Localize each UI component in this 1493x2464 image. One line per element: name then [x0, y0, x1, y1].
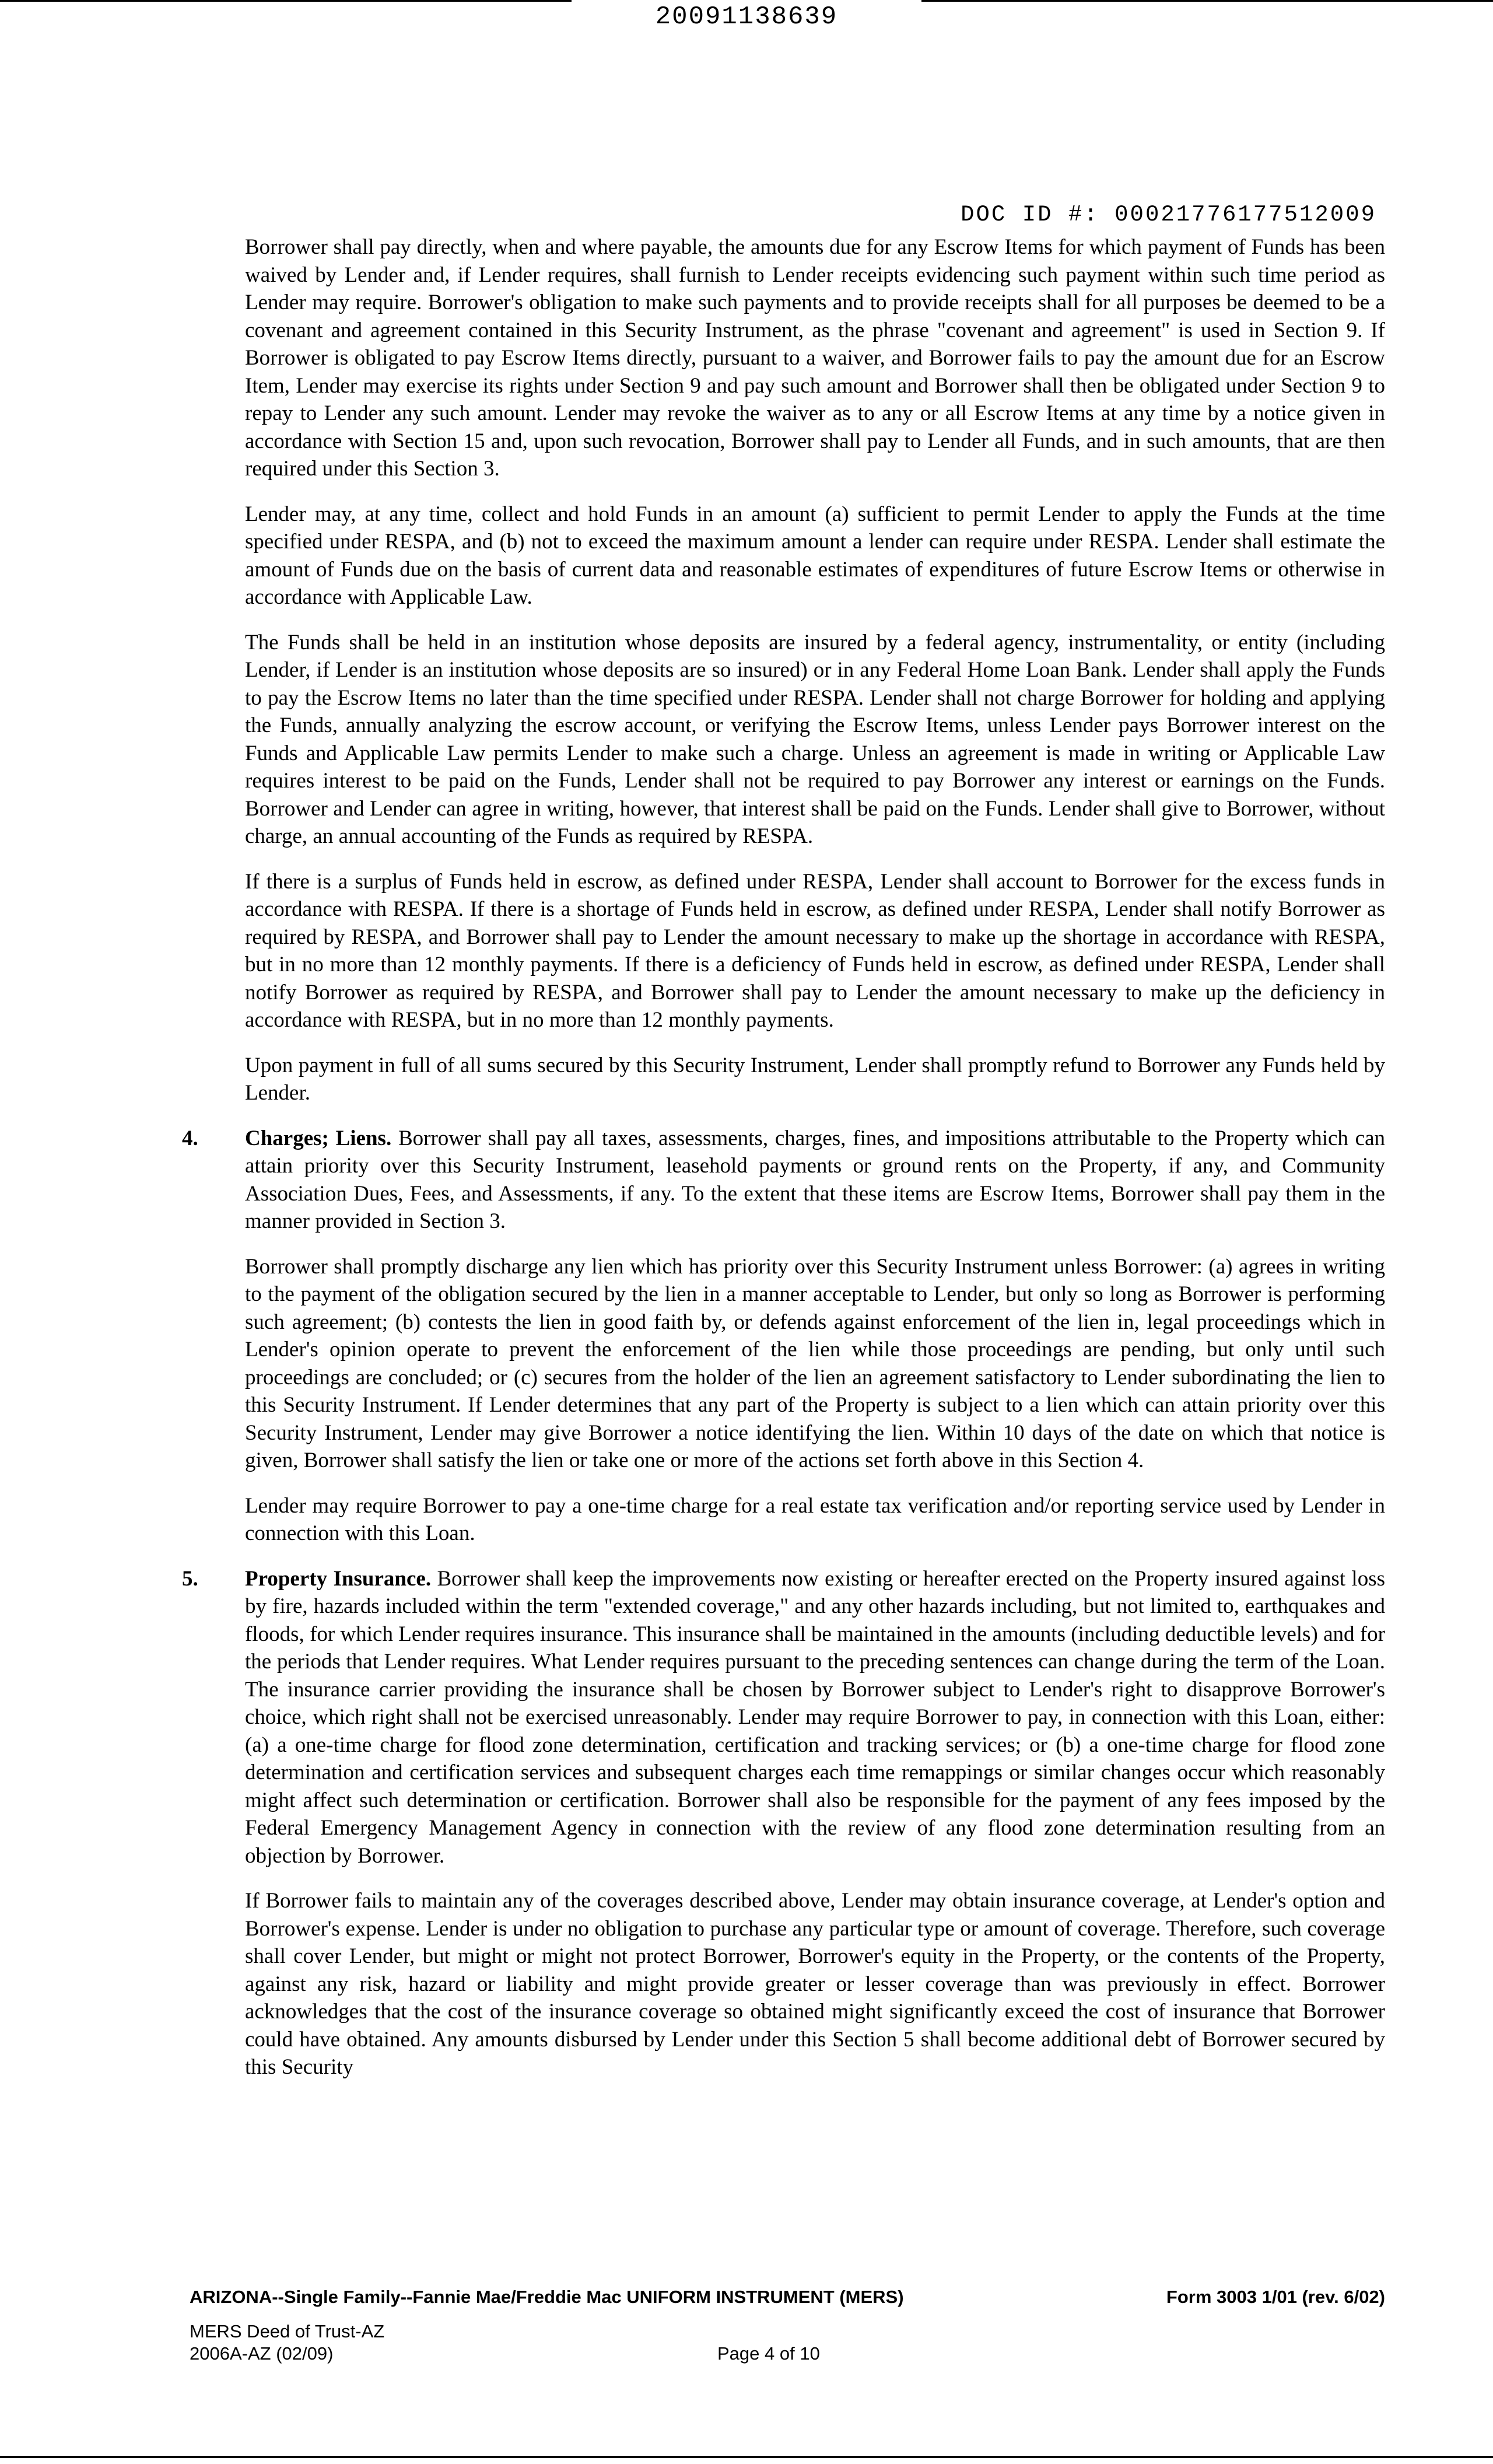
section-4: [182, 1125, 1386, 1236]
page-footer: [190, 2287, 1385, 2365]
document-body: [182, 233, 1386, 2099]
top-border-left: [0, 0, 572, 2]
paragraph: Upon payment in full of all sums secured by this Security Instrument, Lender shall promptly refund to Borrower any Funds held by Lender.: [245, 1053, 1385, 1105]
page-number: Page 4 of 10: [717, 2343, 820, 2364]
section-5: [182, 1565, 1385, 1870]
section-heading: Charges; Liens.: [245, 1126, 392, 1150]
section-text: Borrower shall keep the improvements now existing or hereafter erected on the Property insured against loss by fire, hazards included within the term "extended coverage," and any other hazards including, but not limited to, earthquakes and floods, for which Lender requires insurance. This insurance shall be maintained in the amounts (including deductible levels) and for the periods that Lender requires. What Lender requires pursuant to the preceding sentences can change during the term of the Loan. The insurance carrier providing the insurance shall be chosen by Borrower subject to Lender's right to disapprove Borrower's choice, which right shall not be exercised unreasonably. Lender may require Borrower to pay, in connection with this Loan, either: (a) a one-time charge for flood zone determination, certification and tracking services; or (b) a one-time charge for flood zone determination and certification services and subsequent charges each time remappings or similar changes occur which reasonably might affect such determination or certification. Borrower shall also be responsible for the payment of any fees imposed by the Federal Emergency Management Agency in connection with the review of any flood zone determination resulting from an objection by Borrower.: [245, 1566, 1385, 1868]
doc-code: 2006A-AZ (02/09): [190, 2343, 334, 2364]
recording-number: 20091138639: [655, 2, 838, 32]
paragraph: Borrower shall promptly discharge any lien which has priority over this Security Instrument unless Borrower: (a) agrees in writing to the payment of the obligation secured by the lien in a manner acceptable to Lender, but only so long as Borrower is performing such agreement; (b) contests the lien in good faith by, or defends against enforcement of the lien in, legal proceedings which in Lender's opinion operate to prevent the enforcement of the lien while those proceedings are pending, but only until such proceedings are concluded; or (c) secures from the holder of the lien an agreement satisfactory to Lender subordinating the lien to this Security Instrument. If Lender determines that any part of the Property is subject to a lien which can attain priority over this Security Instrument, Lender may give Borrower a notice identifying the lien. Within 10 days of the date on which that notice is given, Borrower shall satisfy the lien or take one or more of the actions set forth above in this Section 4.: [245, 1254, 1385, 1472]
footer-code-line: [190, 2343, 1385, 2365]
paragraph: If Borrower fails to maintain any of the coverages described above, Lender may obtain insurance coverage, at Lender's option and Borrower's expense. Lender is under no obligation to purchase any particular type or amount of coverage. Therefore, such coverage shall cover Lender, but might or might not protect Borrower, Borrower's equity in the Property, or the contents of the Property, against any risk, hazard or liability and might provide greater or lesser coverage than was previously in effect. Borrower acknowledges that the cost of the insurance coverage so obtained might significantly exceed the cost of insurance that Borrower could have obtained. Any amounts disbursed by Lender under this Section 5 shall become additional debt of Borrower secured by this Security: [245, 1889, 1385, 2079]
form-number: Form 3003 1/01 (rev. 6/02): [1166, 2287, 1385, 2307]
top-border-right: [921, 0, 1493, 2]
doc-id: DOC ID #: 00021776177512009: [961, 202, 1376, 228]
form-title: ARIZONA--Single Family--Fannie Mae/Freddie Mac UNIFORM INSTRUMENT (MERS): [190, 2287, 904, 2307]
paragraph: Lender may require Borrower to pay a one-time charge for a real estate tax verification and/or reporting service used by Lender in connection with this Loan.: [245, 1493, 1385, 1545]
paragraph: Lender may, at any time, collect and hold Funds in an amount (a) sufficient to permit Lender to apply the Funds at the time specified under RESPA, and (b) not to exceed the maximum amount a lender can require under RESPA. Lender shall estimate the amount of Funds due on the basis of current data and reasonable estimates of expenditures of future Escrow Items or otherwise in accordance with Applicable Law.: [245, 502, 1385, 609]
doc-name: MERS Deed of Trust-AZ: [190, 2321, 385, 2342]
section-text: Borrower shall pay all taxes, assessments, charges, fines, and impositions attributable to the Property which can attain priority over this Security Instrument, leasehold payments or ground rents on the Property, if any, and Community Association Dues, Fees, and Assessments, if any. To the extent that these items are Escrow Items, Borrower shall pay them in the manner provided in Section 3.: [245, 1126, 1386, 1233]
section-heading: Property Insurance.: [245, 1566, 432, 1591]
paragraph: If there is a surplus of Funds held in escrow, as defined under RESPA, Lender shall account to Borrower for the excess funds in accordance with RESPA. If there is a shortage of Funds held in escrow, as defined under RESPA, Lender shall notify Borrower as required by RESPA, and Borrower shall pay to Lender the amount necessary to make up the shortage in accordance with RESPA, but in no more than 12 monthly payments. If there is a deficiency of Funds held in escrow, as defined under RESPA, Lender shall notify Borrower as required by RESPA, and Borrower shall pay to Lender the amount necessary to make up the deficiency in accordance with RESPA, but in no more than 12 monthly payments.: [245, 869, 1385, 1032]
paragraph: Borrower shall pay directly, when and where payable, the amounts due for any Escrow Items for which payment of Funds has been waived by Lender and, if Lender requires, shall furnish to Lender receipts evidencing such payment within such time period as Lender may require. Borrower's obligation to make such payments and to provide receipts shall for all purposes be deemed to be a covenant and agreement contained in this Security Instrument, as the phrase "covenant and agreement" is used in Section 9. If Borrower is obligated to pay Escrow Items directly, pursuant to a waiver, and Borrower fails to pay the amount due for an Escrow Item, Lender may exercise its rights under Section 9 and pay such amount and Borrower shall then be obligated under Section 9 to repay to Lender any such amount. Lender may revoke the waiver as to any or all Escrow Items at any time by a notice given in accordance with Section 15 and, upon such revocation, Borrower shall pay to Lender all Funds, and in such amounts, that are then required under this Section 3.: [245, 235, 1385, 481]
paragraph: The Funds shall be held in an institution whose deposits are insured by a federal agency, instrumentality, or entity (including Lender, if Lender is an institution whose deposits are so insured) or in any Federal Home Loan Bank. Lender shall apply the Funds to pay the Escrow Items no later than the time specified under RESPA. Lender shall not charge Borrower for holding and applying the Funds, annually analyzing the escrow account, or verifying the Escrow Items, unless Lender pays Borrower interest on the Funds and Applicable Law permits Lender to make such a charge. Unless an agreement is made in writing or Applicable Law requires interest to be paid on the Funds, Lender shall not be required to pay Borrower any interest or earnings on the Funds. Borrower and Lender can agree in writing, however, that interest shall be paid on the Funds. Lender shall give to Borrower, without charge, an annual accounting of the Funds as required by RESPA.: [245, 630, 1385, 848]
footer-form-line: [190, 2287, 1385, 2308]
bottom-border: [0, 2456, 1493, 2458]
section-number: 4.: [182, 1126, 198, 1150]
section-number: 5.: [182, 1566, 198, 1591]
